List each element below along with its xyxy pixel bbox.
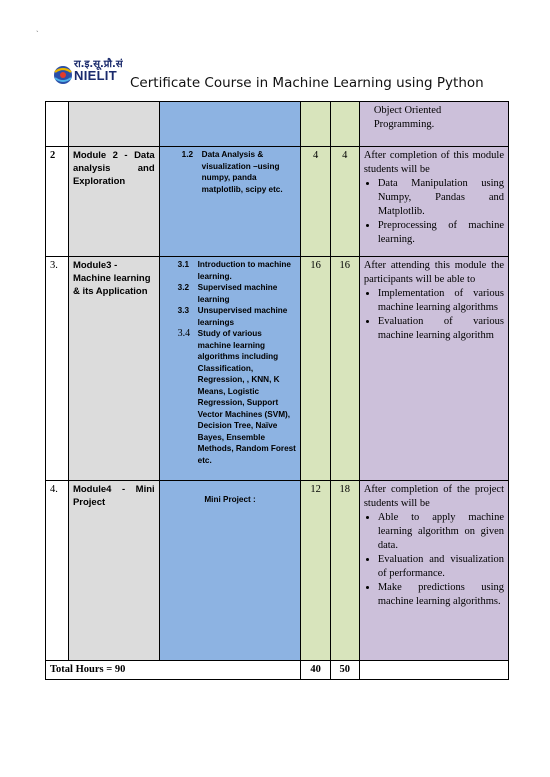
page-title: Certificate Course in Machine Learning using Python — [130, 75, 484, 91]
outcome-item: • Preprocessing of machine learning. — [378, 219, 504, 247]
outcome-item: • Implementation of various machine learning algorithms — [378, 287, 504, 315]
outcome-intro: After completion of the project students will be — [363, 484, 504, 509]
stray-mark: ` — [36, 30, 39, 39]
topic-item: 3.1 Introduction to machine learning. — [177, 260, 291, 281]
logo-wordmark: NIELIT — [74, 68, 117, 83]
row-number: 3. — [46, 257, 69, 481]
syllabus-table — [45, 101, 509, 680]
topic-list — [164, 149, 297, 195]
module-name — [68, 257, 159, 481]
table-row — [46, 257, 509, 481]
topics-cell — [159, 102, 301, 147]
outcome-item: • Data Manipulation using Numpy, Pandas and Matplotlib. — [378, 177, 504, 219]
row-number: 2 — [46, 147, 69, 257]
practical-hours: 18 — [330, 481, 359, 661]
outcome-intro: Object Oriented Programming. — [373, 105, 442, 130]
globe-icon — [52, 60, 74, 90]
outcomes-cell — [359, 147, 508, 257]
outcome-list — [364, 177, 504, 247]
topic-list — [164, 259, 297, 466]
outcome-item: • Evaluation and visualization of performance. — [378, 553, 504, 581]
outcome-item: • Able to apply machine learning algorithm on given data. — [378, 511, 504, 553]
module-name — [68, 147, 159, 257]
table-row — [46, 147, 509, 257]
outcome-list — [364, 511, 504, 609]
module-name — [68, 481, 159, 661]
table-row — [46, 481, 509, 661]
topic-item: 3.2 Supervised machine learning — [177, 283, 278, 304]
practical-hours: 16 — [330, 257, 359, 481]
outcome-intro: After completion of this module students will be — [363, 150, 504, 175]
outcome-intro: After attending this module the participants will be able to — [363, 260, 504, 285]
total-label: Total Hours = 90 — [46, 661, 301, 680]
theory-hours: 12 — [301, 481, 330, 661]
outcomes-cell — [359, 102, 508, 147]
row-number: 4. — [46, 481, 69, 661]
theory-hours: 16 — [301, 257, 330, 481]
practical-hours — [330, 102, 359, 147]
topics-cell — [159, 257, 301, 481]
theory-hours: 4 — [301, 147, 330, 257]
total-practical: 50 — [330, 661, 359, 680]
topics-cell — [159, 481, 301, 661]
theory-hours — [301, 102, 330, 147]
topic-item: 1.2 Data Analysis & visualization –using numpy, panda matplotlib, scipy etc. — [181, 150, 283, 194]
outcome-item: • Make predictions using machine learning algorithms. — [378, 581, 504, 609]
outcomes-cell — [359, 481, 508, 661]
module-title: Module3 - Machine learning & its Application — [72, 260, 151, 297]
outcomes-cell — [359, 257, 508, 481]
table-row — [46, 102, 509, 147]
topic-item: 3.3 Unsupervised machine learnings — [177, 306, 288, 327]
module-title: Module4 - Mini Project — [72, 484, 155, 508]
module-title: Module 2 - Data analysis and Exploration — [72, 150, 155, 187]
outcome-item: • Evaluation of various machine learning algorithm — [378, 315, 504, 343]
nielit-logo — [52, 56, 126, 92]
module-name — [68, 102, 159, 147]
outcome-list — [364, 287, 504, 343]
total-outcome-empty — [359, 661, 508, 680]
row-number — [46, 102, 69, 147]
total-row — [46, 661, 509, 680]
practical-hours: 4 — [330, 147, 359, 257]
total-theory: 40 — [301, 661, 330, 680]
logo-hindi-text: रा.इ.सू.प्रौ.सं — [74, 59, 123, 70]
topic-item: 3.4 Study of various machine learning algorithms including Classification, Regression, , KNN, K Means, Logistic Regression, Support Vector Machines (SVM), Decision Tree, Naïve Bayes, Ensemble Methods, Random Forest etc. — [177, 328, 296, 465]
topic-item: Mini Project : — [204, 495, 256, 504]
topics-cell — [159, 147, 301, 257]
